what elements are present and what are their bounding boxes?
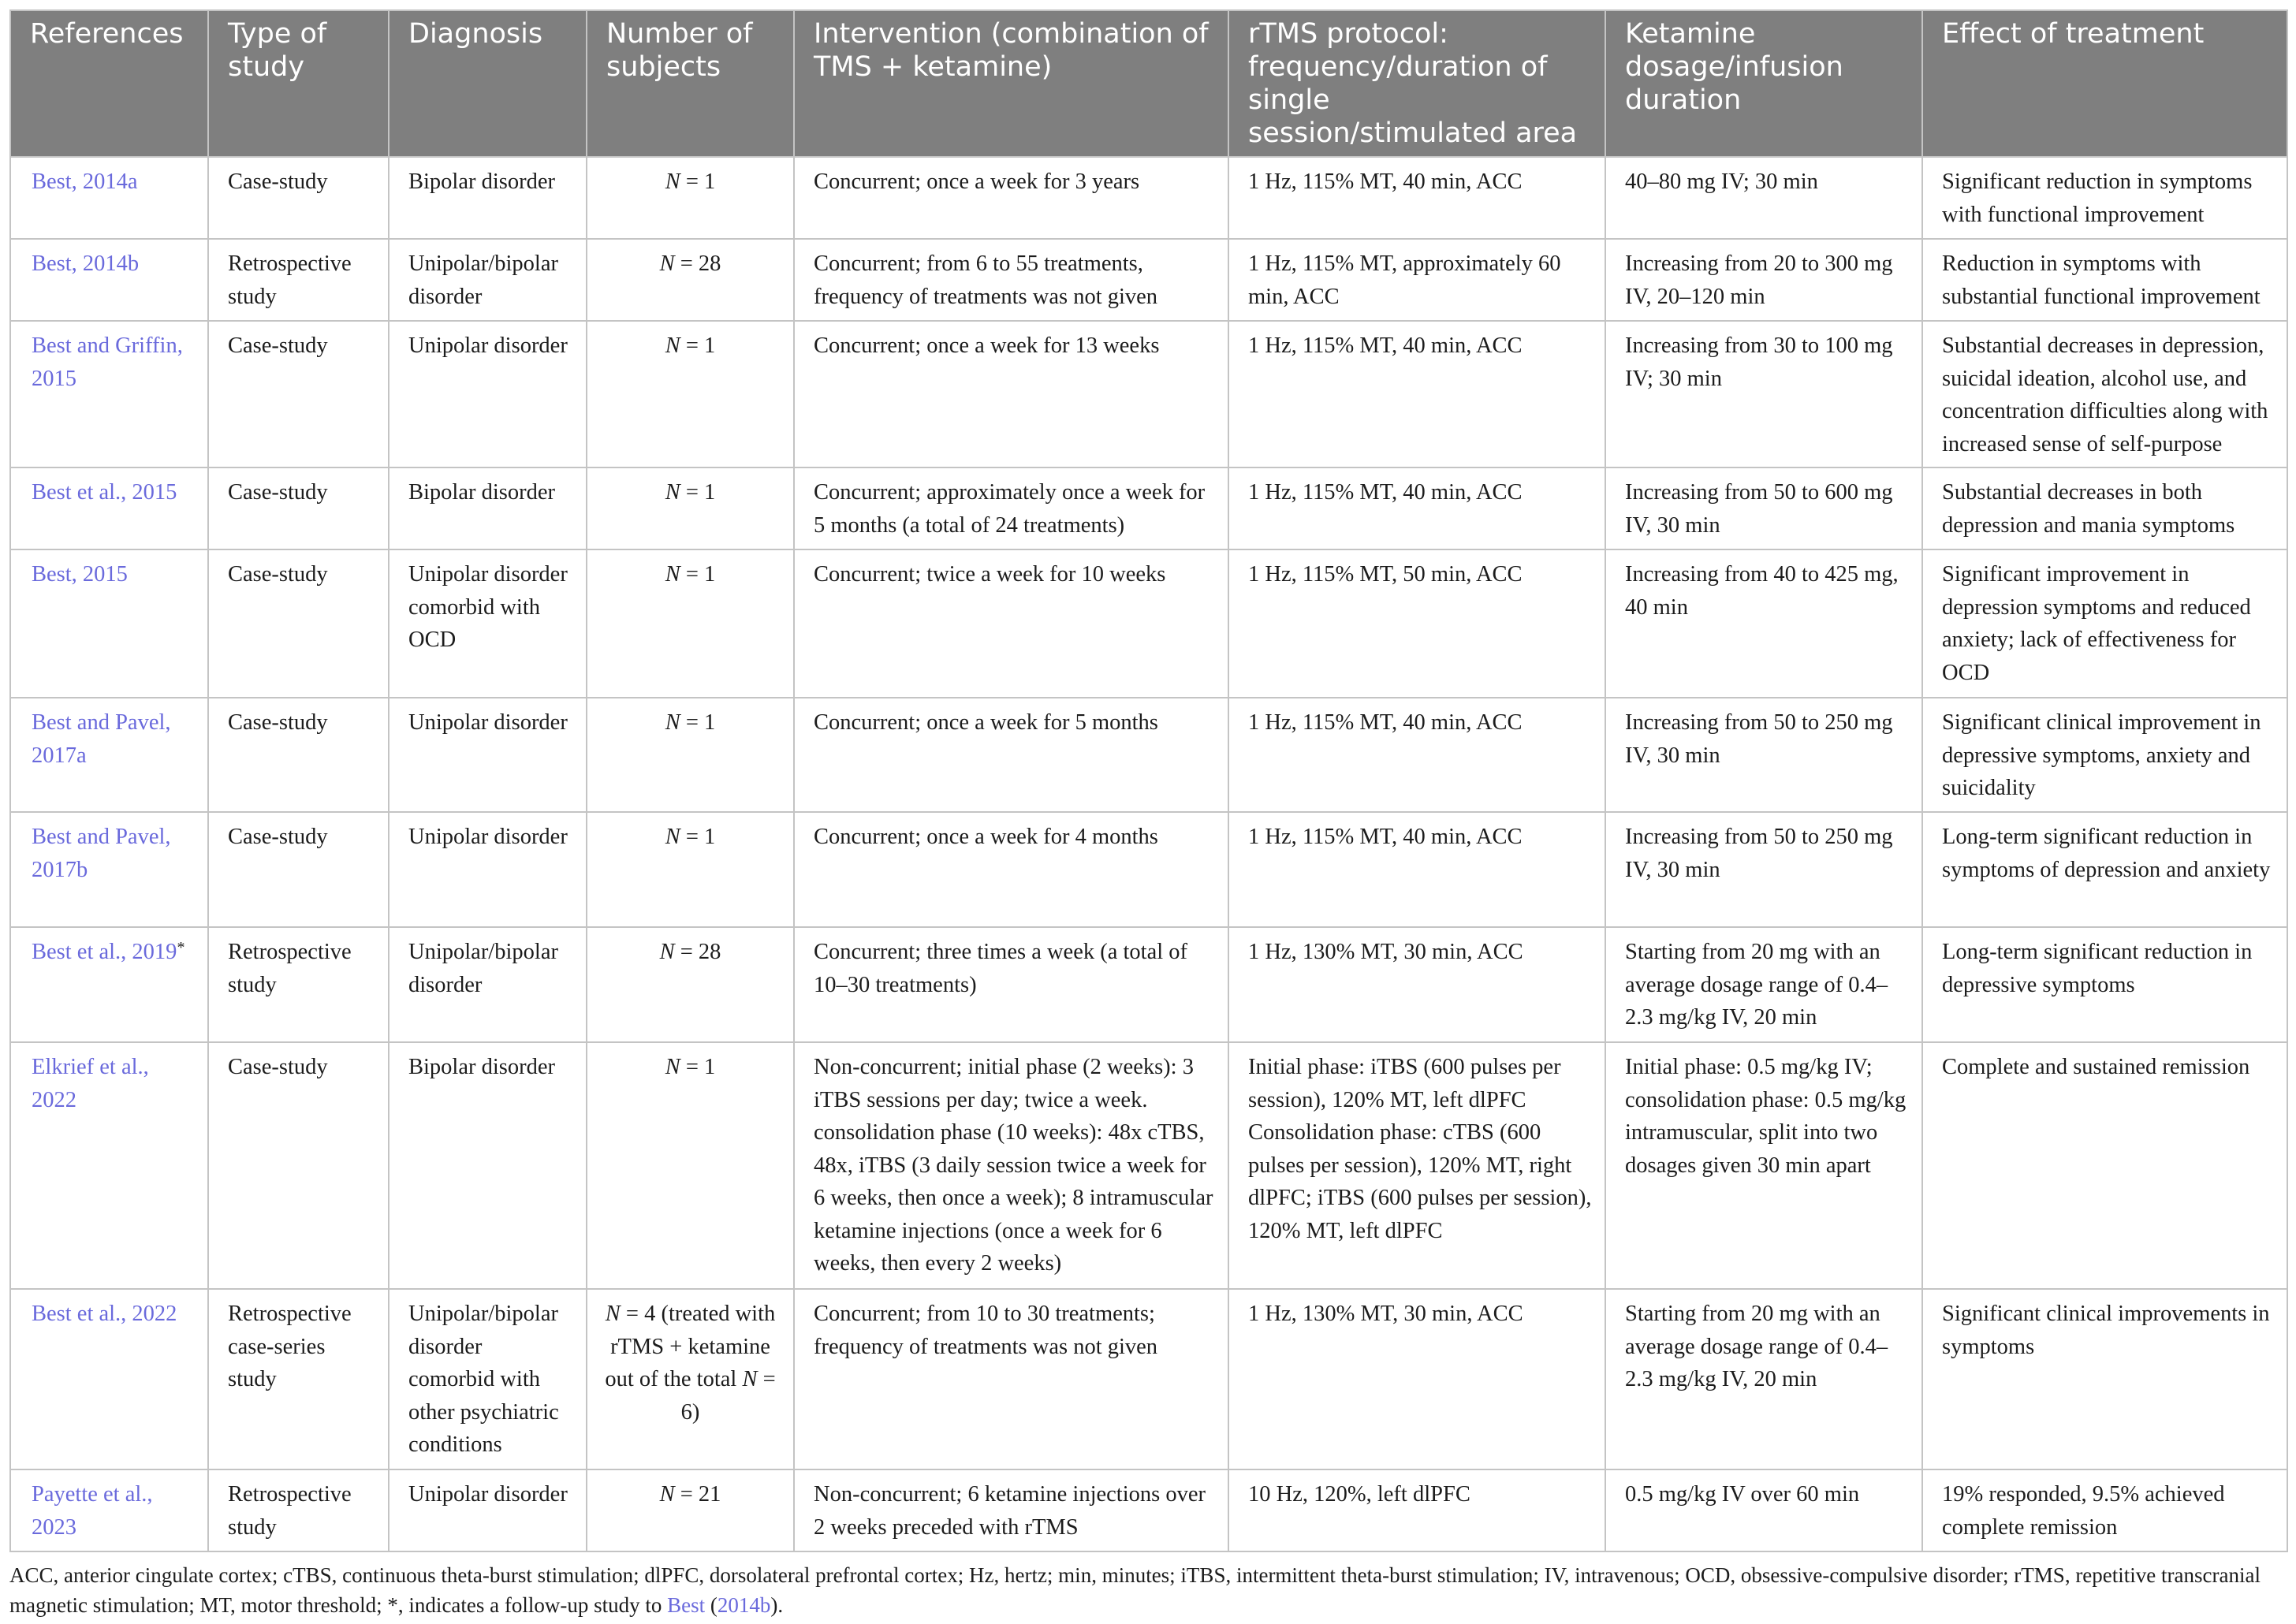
diagnosis: Bipolar disorder [389, 467, 587, 549]
study-type: Case-study [208, 157, 389, 239]
diagnosis: Unipolar disorder [389, 812, 587, 927]
study-type: Case-study [208, 549, 389, 698]
ketamine-dosage: Increasing from 50 to 250 mg IV, 30 min [1605, 812, 1922, 927]
subjects-count [587, 157, 794, 239]
ketamine-dosage: Starting from 20 mg with an average dosage range of 0.4–2.3 mg/kg IV, 20 min [1605, 927, 1922, 1042]
intervention: Concurrent; from 6 to 55 treatments, frequency of treatments was not given [794, 239, 1228, 321]
study-type: Case-study [208, 467, 389, 549]
intervention: Concurrent; once a week for 13 weeks [794, 321, 1228, 467]
diagnosis: Unipolar disorder [389, 321, 587, 467]
n-symbol: N [659, 940, 675, 964]
reference-text[interactable]: Best, 2014a [32, 169, 138, 194]
subjects-count [587, 549, 794, 698]
study-type: Case-study [208, 698, 389, 812]
n-value: = 28 [674, 251, 721, 276]
rtms-protocol: 1 Hz, 115% MT, 40 min, ACC [1228, 157, 1605, 239]
diagnosis: Unipolar disorder [389, 1469, 587, 1551]
treatment-effect: Significant clinical improvement in depressive symptoms, anxiety and suicidality [1922, 698, 2287, 812]
subjects-count [587, 1289, 794, 1469]
ketamine-dosage: 40–80 mg IV; 30 min [1605, 157, 1922, 239]
ketamine-dosage: Increasing from 20 to 300 mg IV, 20–120 min [1605, 239, 1922, 321]
study-type: Retrospective study [208, 1469, 389, 1551]
treatment-effect: Significant clinical improvements in symptoms [1922, 1289, 2287, 1469]
study-type: Retrospective case-series study [208, 1289, 389, 1469]
ketamine-dosage: Increasing from 50 to 600 mg IV, 30 min [1605, 467, 1922, 549]
study-type: Retrospective study [208, 239, 389, 321]
n-value: = 1 [680, 1055, 716, 1079]
reference-link[interactable] [10, 812, 208, 927]
footnote-paren: ). [770, 1593, 784, 1617]
n-symbol: N [665, 169, 680, 194]
n-value: = 28 [674, 940, 721, 964]
table-row [10, 321, 2287, 467]
ketamine-dosage: Increasing from 50 to 250 mg IV, 30 min [1605, 698, 1922, 812]
n-symbol: N [665, 480, 680, 505]
n-value: = 4 (treated with rTMS + ketamine out of the total [605, 1302, 776, 1391]
intervention: Concurrent; three times a week (a total of 10–30 treatments) [794, 927, 1228, 1042]
table-row [10, 812, 2287, 927]
ketamine-dosage: Increasing from 40 to 425 mg, 40 min [1605, 549, 1922, 698]
header-references: References [10, 10, 208, 157]
reference-link[interactable] [10, 1042, 208, 1289]
reference-text[interactable]: Payette et al., 2023 [32, 1482, 153, 1540]
study-type: Retrospective study [208, 927, 389, 1042]
n-symbol: N [665, 825, 680, 849]
reference-text[interactable]: Best and Pavel, 2017b [32, 825, 171, 882]
reference-text[interactable]: Best, 2014b [32, 251, 140, 276]
subjects-count [587, 927, 794, 1042]
reference-text[interactable]: Best, 2015 [32, 562, 128, 587]
header-number-of-subjects: Number of subjects [587, 10, 794, 157]
treatment-effect: Long-term significant reduction in symptoms of depression and anxiety [1922, 812, 2287, 927]
header-effect-of-treatment: Effect of treatment [1922, 10, 2287, 157]
header-ketamine-dosage: Ketamine dosage/infusion duration [1605, 10, 1922, 157]
rtms-protocol: 10 Hz, 120%, left dlPFC [1228, 1469, 1605, 1551]
n-symbol: N [659, 1482, 675, 1507]
rtms-protocol: 1 Hz, 115% MT, 40 min, ACC [1228, 812, 1605, 927]
subjects-count [587, 239, 794, 321]
treatment-effect: Significant improvement in depression symptoms and reduced anxiety; lack of effectiveness for OCD [1922, 549, 2287, 698]
treatment-effect: Substantial decreases in both depression and mania symptoms [1922, 467, 2287, 549]
n-value: = 1 [680, 710, 716, 735]
reference-link[interactable] [10, 549, 208, 698]
subjects-count [587, 698, 794, 812]
intervention: Concurrent; once a week for 4 months [794, 812, 1228, 927]
reference-text[interactable]: Best et al., 2019 [32, 940, 177, 964]
diagnosis: Unipolar/bipolar disorder [389, 239, 587, 321]
reference-link[interactable] [10, 1289, 208, 1469]
reference-link[interactable] [10, 467, 208, 549]
n-symbol: N [665, 333, 680, 358]
table-row [10, 549, 2287, 698]
n-symbol: N [665, 710, 680, 735]
reference-text[interactable]: Best and Griffin, 2015 [32, 333, 183, 391]
reference-link[interactable] [10, 157, 208, 239]
rtms-protocol: 1 Hz, 130% MT, 30 min, ACC [1228, 927, 1605, 1042]
intervention: Concurrent; once a week for 3 years [794, 157, 1228, 239]
ketamine-dosage: Initial phase: 0.5 mg/kg IV; consolidation phase: 0.5 mg/kg intramuscular, split into two dosages given 30 min apart [1605, 1042, 1922, 1289]
header-intervention: Intervention (combination of TMS + ketamine) [794, 10, 1228, 157]
n-value: = 21 [674, 1482, 721, 1507]
subjects-count [587, 467, 794, 549]
intervention: Non-concurrent; initial phase (2 weeks): 3 iTBS sessions per day; twice a week. consolidation phase (10 weeks): 48x cTBS, 48x, iTBS (3 daily session twice a week for 6 weeks, then once a week); 8 intramuscular ketamine injections (once a week for 6 weeks, then every 2 weeks) [794, 1042, 1228, 1289]
reference-link[interactable] [10, 239, 208, 321]
n-symbol: N [659, 251, 675, 276]
header-rtms-protocol: rTMS protocol: frequency/duration of single session/stimulated area [1228, 10, 1605, 157]
n-symbol: N [742, 1367, 758, 1391]
rtms-protocol: 1 Hz, 115% MT, 40 min, ACC [1228, 698, 1605, 812]
header-type-of-study: Type of study [208, 10, 389, 157]
table-row [10, 467, 2287, 549]
treatment-effect: Complete and sustained remission [1922, 1042, 2287, 1289]
n-value: = 1 [680, 825, 716, 849]
study-type: Case-study [208, 1042, 389, 1289]
n-value: = 1 [680, 333, 716, 358]
footnote-text: ACC, anterior cingulate cortex; cTBS, continuous theta-burst stimulation; dlPFC, dorsolateral prefrontal cortex; Hz, hertz; min, minutes; iTBS, intermittent theta-burst stimulation; IV, intravenous; OCD, obsessive-compulsive disorder; rTMS, repetitive transcranial magnetic stimulation; MT, motor threshold; *, indicates a follow-up study to [9, 1563, 2261, 1617]
results-table [9, 9, 2288, 1552]
diagnosis: Unipolar disorder comorbid with OCD [389, 549, 587, 698]
reference-text[interactable]: Best et al., 2022 [32, 1302, 177, 1326]
rtms-protocol: 1 Hz, 130% MT, 30 min, ACC [1228, 1289, 1605, 1469]
intervention: Concurrent; from 10 to 30 treatments; frequency of treatments was not given [794, 1289, 1228, 1469]
table-row [10, 1469, 2287, 1551]
n-symbol: N [665, 1055, 680, 1079]
n-symbol: N [605, 1302, 621, 1326]
n-value: = 1 [680, 169, 716, 194]
n-value: = 6) [680, 1367, 776, 1425]
table-row [10, 1289, 2287, 1469]
treatment-effect: 19% responded, 9.5% achieved complete remission [1922, 1469, 2287, 1551]
diagnosis: Bipolar disorder [389, 157, 587, 239]
header-diagnosis: Diagnosis [389, 10, 587, 157]
reference-link[interactable] [10, 698, 208, 812]
n-value: = 1 [680, 480, 716, 505]
table-row [10, 157, 2287, 239]
table-row [10, 927, 2287, 1042]
treatment-effect: Long-term significant reduction in depressive symptoms [1922, 927, 2287, 1042]
subjects-count [587, 812, 794, 927]
intervention: Concurrent; twice a week for 10 weeks [794, 549, 1228, 698]
n-symbol: N [665, 562, 680, 587]
diagnosis: Unipolar/bipolar disorder comorbid with other psychiatric conditions [389, 1289, 587, 1469]
treatment-effect: Reduction in symptoms with substantial functional improvement [1922, 239, 2287, 321]
intervention: Non-concurrent; 6 ketamine injections over 2 weeks preceded with rTMS [794, 1469, 1228, 1551]
rtms-protocol: 1 Hz, 115% MT, 40 min, ACC [1228, 321, 1605, 467]
rtms-protocol: Initial phase: iTBS (600 pulses per session), 120% MT, left dlPFC Consolidation phase: cTBS (600 pulses per session), 120% MT, right dlPFC; iTBS (600 pulses per session), 120% MT, left dlPFC [1228, 1042, 1605, 1289]
treatment-effect: Substantial decreases in depression, suicidal ideation, alcohol use, and concentration difficulties along with increased sense of self-purpose [1922, 321, 2287, 467]
reference-link[interactable] [10, 321, 208, 467]
reference-link[interactable] [10, 1469, 208, 1551]
study-type: Case-study [208, 812, 389, 927]
table-row [10, 1042, 2287, 1289]
table-container [9, 9, 2287, 1552]
reference-link[interactable] [10, 927, 208, 1042]
rtms-protocol: 1 Hz, 115% MT, 40 min, ACC [1228, 467, 1605, 549]
rtms-protocol: 1 Hz, 115% MT, 50 min, ACC [1228, 549, 1605, 698]
ketamine-dosage: 0.5 mg/kg IV over 60 min [1605, 1469, 1922, 1551]
footnote-citation-link[interactable]: Best [667, 1593, 706, 1617]
n-value: = 1 [680, 562, 716, 587]
table-footnote [9, 1560, 2287, 1620]
footnote-year-link[interactable]: 2014b [717, 1593, 771, 1617]
ketamine-dosage: Starting from 20 mg with an average dosage range of 0.4–2.3 mg/kg IV, 20 min [1605, 1289, 1922, 1469]
rtms-protocol: 1 Hz, 115% MT, approximately 60 min, ACC [1228, 239, 1605, 321]
diagnosis: Unipolar/bipolar disorder [389, 927, 587, 1042]
diagnosis: Bipolar disorder [389, 1042, 587, 1289]
diagnosis: Unipolar disorder [389, 698, 587, 812]
subjects-count [587, 1042, 794, 1289]
subjects-count [587, 1469, 794, 1551]
table-header-row [10, 10, 2287, 157]
reference-text[interactable]: Best and Pavel, 2017a [32, 710, 171, 768]
reference-text[interactable]: Best et al., 2015 [32, 480, 177, 505]
footnote-paren: ( [705, 1593, 718, 1617]
intervention: Concurrent; once a week for 5 months [794, 698, 1228, 812]
reference-mark: * [177, 939, 185, 956]
ketamine-dosage: Increasing from 30 to 100 mg IV; 30 min [1605, 321, 1922, 467]
subjects-count [587, 321, 794, 467]
reference-text[interactable]: Elkrief et al., 2022 [32, 1055, 149, 1112]
table-row [10, 239, 2287, 321]
study-type: Case-study [208, 321, 389, 467]
intervention: Concurrent; approximately once a week for 5 months (a total of 24 treatments) [794, 467, 1228, 549]
table-row [10, 698, 2287, 812]
treatment-effect: Significant reduction in symptoms with functional improvement [1922, 157, 2287, 239]
